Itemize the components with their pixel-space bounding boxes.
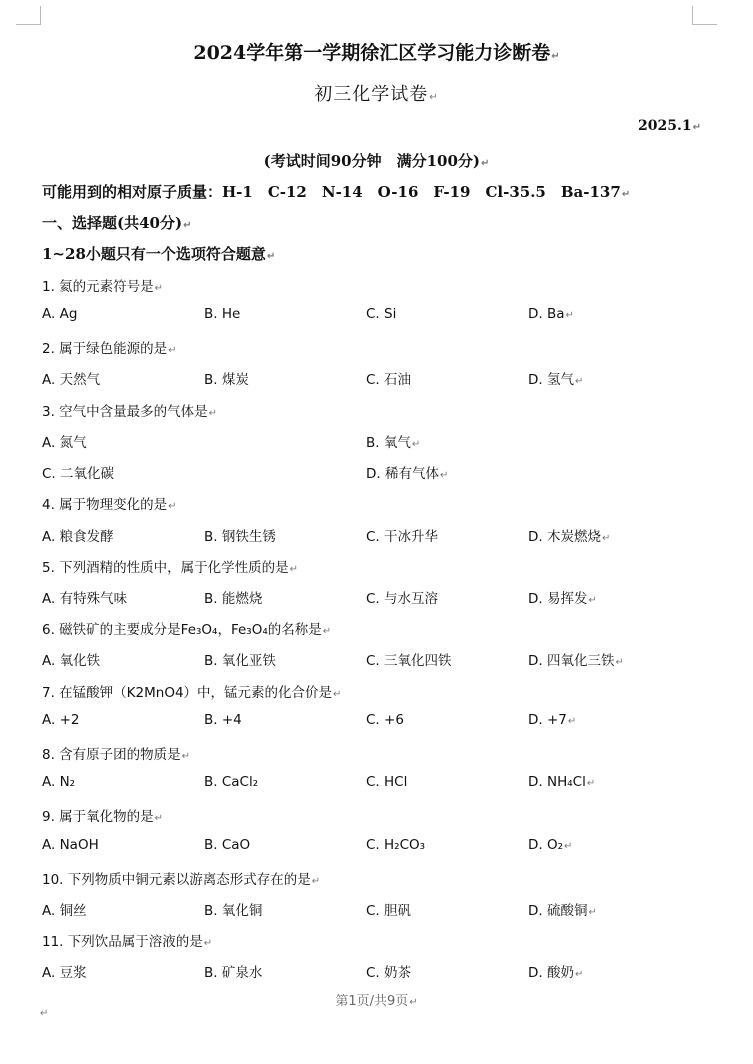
question-11: 11. 下列饮品属于溶液的是↵ — [42, 934, 213, 950]
question-2: 2. 属于绿色能源的是↵ — [42, 341, 177, 357]
option-a[interactable]: A. Ag — [42, 306, 78, 322]
option-d[interactable]: D. 稀有气体↵ — [366, 466, 449, 482]
option-c[interactable]: C. 与水互溶 — [366, 591, 439, 607]
option-a[interactable]: A. NaOH — [42, 837, 99, 853]
page-corner-mark-right — [692, 6, 717, 25]
option-d[interactable]: D. 木炭燃烧↵ — [528, 529, 611, 545]
option-a[interactable]: A. 豆浆 — [42, 965, 87, 981]
exam-info: (考试时间90分钟 满分100分)↵ — [263, 152, 490, 170]
option-d[interactable]: D. Ba↵ — [528, 306, 574, 322]
option-d[interactable]: D. 酸奶↵ — [528, 965, 584, 981]
option-d[interactable]: D. NH₄Cl↵ — [528, 774, 596, 790]
page-corner-mark-left — [16, 6, 41, 25]
option-c[interactable]: C. 奶茶 — [366, 965, 412, 981]
option-b[interactable]: B. +4 — [204, 712, 242, 728]
option-c[interactable]: C. 三氧化四铁 — [366, 653, 452, 669]
question-5: 5. 下列酒精的性质中，属于化学性质的是↵ — [42, 560, 299, 576]
question-10: 10. 下列物质中铜元素以游离态形式存在的是↵ — [42, 872, 321, 888]
option-b[interactable]: B. 矿泉水 — [204, 965, 263, 981]
option-b[interactable]: B. CaO — [204, 837, 251, 853]
instruction: 1~28小题只有一个选项符合题意↵ — [42, 245, 276, 263]
option-c[interactable]: C. H₂CO₃ — [366, 837, 426, 853]
option-d[interactable]: D. 氢气↵ — [528, 372, 584, 388]
option-b[interactable]: B. 氧化铜 — [204, 903, 263, 919]
option-a[interactable]: A. 粮食发酵 — [42, 529, 114, 545]
question-1: 1. 氦的元素符号是↵ — [42, 279, 164, 295]
option-b[interactable]: B. 能燃烧 — [204, 591, 263, 607]
option-b[interactable]: B. 氧化亚铁 — [204, 653, 276, 669]
option-b[interactable]: B. CaCl₂ — [204, 774, 259, 790]
question-8: 8. 含有原子团的物质是↵ — [42, 747, 191, 763]
option-d[interactable]: D. 易挥发↵ — [528, 591, 597, 607]
option-c[interactable]: C. 干冰升华 — [366, 529, 439, 545]
section-title: 一、选择题(共40分)↵ — [42, 214, 192, 232]
option-b[interactable]: B. 钢铁生锈 — [204, 529, 276, 545]
option-a[interactable]: A. 有特殊气味 — [42, 591, 128, 607]
option-b[interactable]: B. 氧气↵ — [366, 435, 421, 451]
option-d[interactable]: D. 四氧化三铁↵ — [528, 653, 624, 669]
option-c[interactable]: C. 胆矾 — [366, 903, 412, 919]
option-a[interactable]: A. N₂ — [42, 774, 76, 790]
question-3: 3. 空气中含量最多的气体是↵ — [42, 404, 218, 420]
option-d[interactable]: D. 硫酸铜↵ — [528, 903, 597, 919]
option-c[interactable]: C. 二氧化碳 — [42, 466, 115, 482]
question-9: 9. 属于氧化物的是↵ — [42, 809, 164, 825]
option-a[interactable]: A. 天然气 — [42, 372, 101, 388]
option-a[interactable]: A. 铜丝 — [42, 903, 87, 919]
option-b[interactable]: B. 煤炭 — [204, 372, 249, 388]
question-4: 4. 属于物理变化的是↵ — [42, 497, 177, 513]
option-b[interactable]: B. He — [204, 306, 241, 322]
question-6: 6. 磁铁矿的主要成分是Fe₃O₄，Fe₃O₄的名称是↵ — [42, 622, 332, 638]
exam-date: 2025.1↵ — [638, 118, 701, 134]
option-d[interactable]: D. O₂↵ — [528, 837, 573, 853]
exam-subtitle: 初三化学试卷↵ — [314, 84, 439, 105]
option-a[interactable]: A. +2 — [42, 712, 80, 728]
page-footer: 第1页/共9页↵ — [335, 994, 418, 1009]
exam-title: 2024学年第一学期徐汇区学习能力诊断卷↵ — [193, 42, 560, 64]
question-7: 7. 在锰酸钾（K2MnO4）中，锰元素的化合价是↵ — [42, 685, 342, 701]
option-a[interactable]: A. 氮气 — [42, 435, 87, 451]
option-c[interactable]: C. 石油 — [366, 372, 412, 388]
option-c[interactable]: C. +6 — [366, 712, 404, 728]
option-d[interactable]: D. +7↵ — [528, 712, 577, 728]
option-c[interactable]: C. Si — [366, 306, 397, 322]
atomic-masses: 可能用到的相对原子质量：H-1 C-12 N-14 O-16 F-19 Cl-35.5 Ba-137↵ — [42, 183, 631, 201]
option-c[interactable]: C. HCl — [366, 774, 408, 790]
paragraph-mark: ↵ — [40, 1008, 49, 1019]
option-a[interactable]: A. 氧化铁 — [42, 653, 101, 669]
